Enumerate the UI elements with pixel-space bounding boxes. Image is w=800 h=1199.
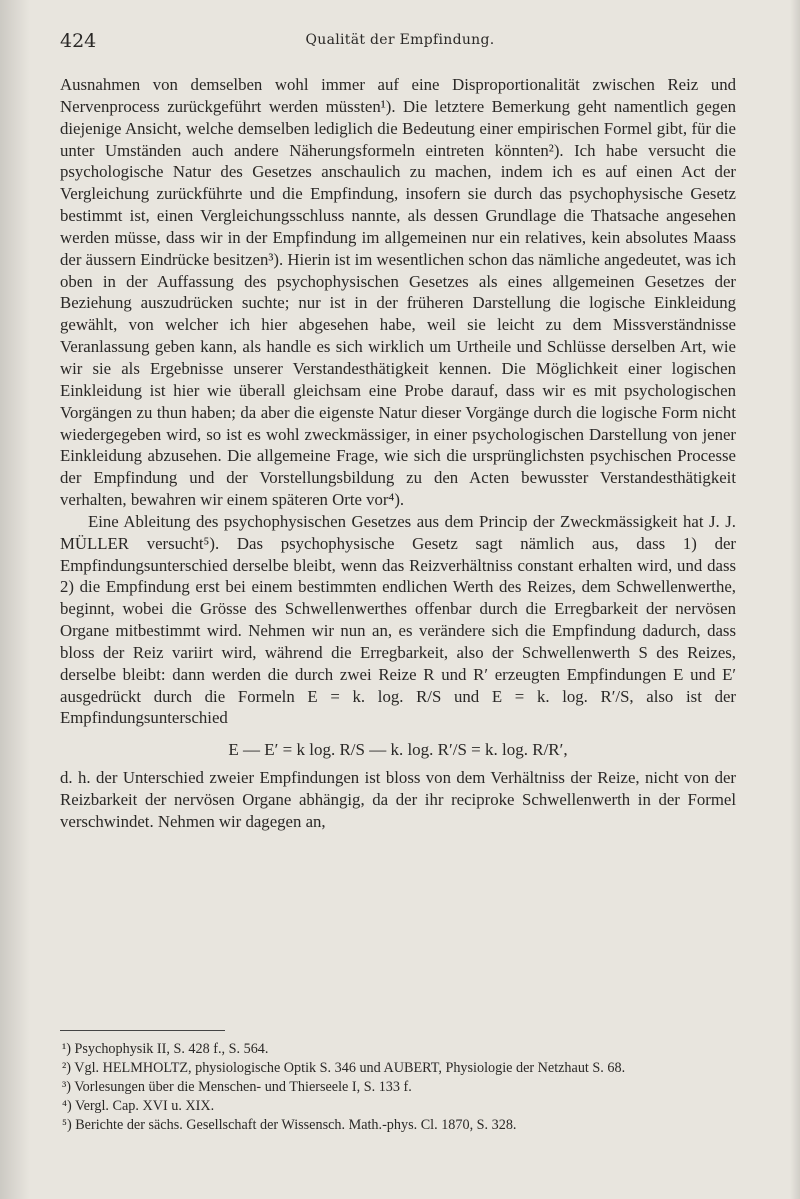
footnote-divider bbox=[60, 1030, 225, 1031]
page-number: 424 bbox=[60, 30, 97, 52]
footnote-5: ⁵) Berichte der sächs. Gesellschaft der Wissensch. Math.-phys. Cl. 1870, S. 328. bbox=[62, 1117, 517, 1133]
paragraph-2-continued: d. h. der Unterschied zweier Empfindungen ist bloss von dem Verhältniss der Reize, nicht von der Reizbarkeit der nervösen Organe abhängig, da der ihr reciproke Schwellenwerth in der Formel verschwindet. Nehmen wir dagegen an, bbox=[60, 768, 736, 831]
footnote-3: ³) Vorlesungen über die Menschen- und Thierseele I, S. 133 f. bbox=[62, 1079, 412, 1095]
footnote-1: ¹) Psychophysik II, S. 428 f., S. 564. bbox=[62, 1041, 269, 1057]
paragraph-2: Eine Ableitung des psychophysischen Gesetzes aus dem Princip der Zweckmässigkeit hat J. J. MÜLLER versucht⁵). Das psychophysische Gesetz sagt nämlich aus, dass 1) der Empfindungsunterschied derselbe bleibt, wenn das Reizverhältniss constant erhalten wird, und dass 2) die Empfindung erst bei einem bestimmten endlichen Werth des Reizes, dem Schwellenwerthe, beginnt, wobei die Grösse des Schwellenwerthes offenbar durch die Erregbarkeit der nervösen Organe mitbestimmt wird. Nehmen wir nun an, es verändere sich die Empfindung dadurch, dass bloss der Reiz variirt wird, während die Erregbarkeit, also der Schwellenwerth S des Reizes, derselbe bleibt: dann werden die durch zwei Reize R und R′ erzeugten Empfindungen E und E′ ausgedrückt durch die Formeln E = k. log. R/S und E = k. log. R′/S, also ist der Empfindungsunterschied bbox=[60, 511, 736, 728]
footnote-2: ²) Vgl. HELMHOLTZ, physiologische Optik S. 346 und AUBERT, Physiologie der Netzhaut S. 68. bbox=[62, 1060, 626, 1076]
edge-shadow bbox=[790, 0, 800, 1199]
paragraph-1: Ausnahmen von demselben wohl immer auf eine Disproportionalität zwischen Reiz und Nervenprocess zurückgeführt werden müssten¹). Die letztere Bemerkung geht namentlich gegen diejenige Ansicht, welche demselben lediglich die Bedeutung einer empirischen Formel gibt, für die unter Umständen auch andere Näherungsformeln eintreten könnten²). Ich habe versucht die psychologische Natur des Gesetzes anschaulich zu machen, indem ich es auf einen Act der Vergleichung zurückführte und die Empfindung, insofern sie durch das psychophysische Gesetz bestimmt ist, einen Vergleichungsschluss nannte, als dessen Grundlage die Thatsache angesehen werden müsse, dass wir in der Empfindung im allgemeinen nur ein relatives, kein absolutes Maass der äussern Eindrücke besitzen³). Hierin ist im wesentlichen schon das nämliche angedeutet, was ich oben in der Auffassung des psychophysischen Gesetzes als eines allgemeinen Gesetzes der Beziehung auszudrücken suchte; nur ist in der früheren Darstellung die logische Einkleidung gewählt, von welcher ich hier abgesehen habe, weil sie leicht zu dem Missverständnisse Veranlassung geben kann, als handle es sich wirklich um Urtheile und Schlüsse derselben Art, wie wir sie als Ergebnisse unserer Verstandesthätigkeit kennen. Die Möglichkeit einer logischen Einkleidung ist hier wie überall gleichsam eine Probe darauf, dass wir es mit psychologischen Vorgängen zu thun haben; da aber die eigenste Natur dieser Vorgänge durch die logische Form nicht wiedergegeben wird, so ist es wohl zweckmässiger, in einer psychologischen Darstellung von jener Einkleidung abzusehen. Die allgemeine Frage, wie sich die ursprünglichsten psychischen Processe der Empfindung und der Vorstellungsbildung zu den Acten bewusster Verstandesthätigkeit verhalten, bewahren wir einem späteren Orte vor⁴). bbox=[60, 75, 736, 510]
body-text bbox=[60, 74, 736, 833]
footnote-4: ⁴) Vergl. Cap. XVI u. XIX. bbox=[62, 1098, 215, 1114]
page-header bbox=[60, 30, 740, 56]
running-title: Qualität der Empfindung. bbox=[305, 32, 495, 48]
gutter-shadow bbox=[0, 0, 30, 1199]
display-formula: E — E′ = k log. R/S — k. log. R′/S = k. log. R/R′, bbox=[228, 740, 568, 760]
footnotes bbox=[62, 1040, 736, 1135]
